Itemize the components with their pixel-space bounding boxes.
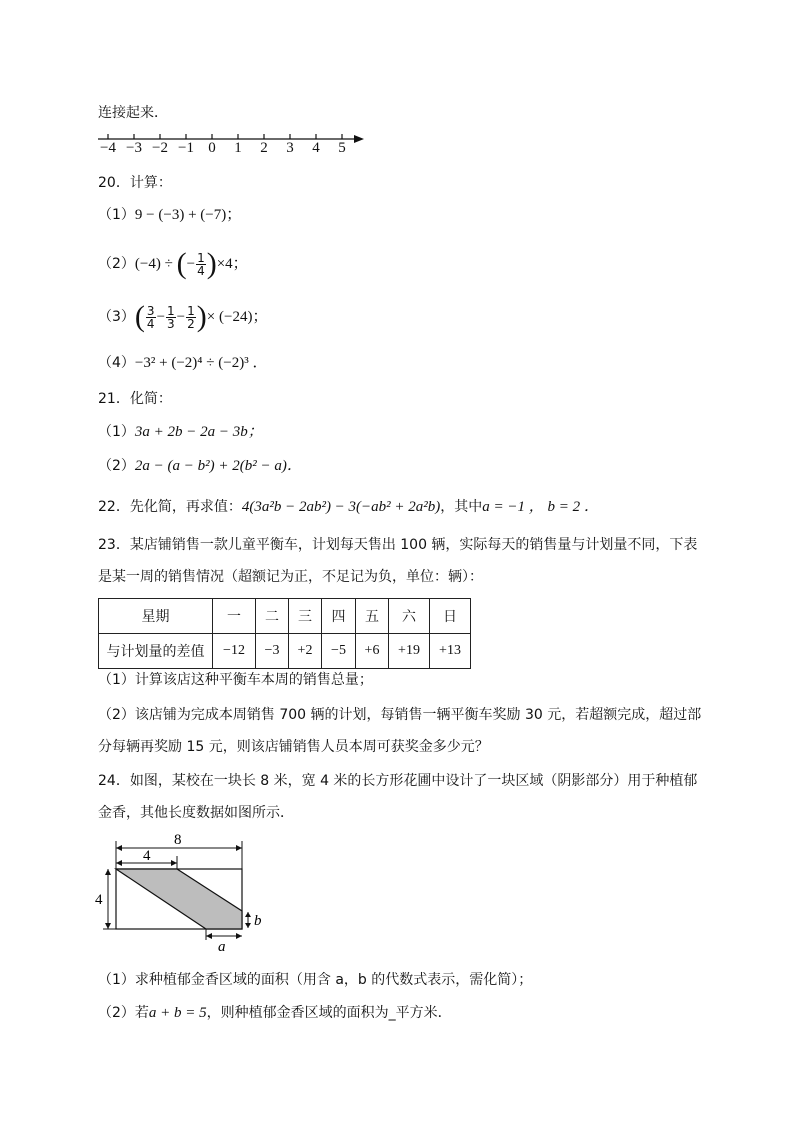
label-8: 8 [174, 832, 182, 848]
q23-sub-2-line-1: （2）该店铺为完成本周销售 700 辆的计划，每销售一辆平衡车奖励 30 元，若超额完成，超过部 [98, 707, 702, 723]
header-cell: 四 [322, 599, 356, 634]
q22-condition: a = −1 ， b = 2 ． [482, 499, 599, 515]
value-cell: +2 [289, 634, 322, 669]
number-line-label: 4 [312, 140, 320, 156]
intro-text: 连接起来． [98, 105, 168, 121]
number-line-label: 0 [208, 140, 216, 156]
fraction: $\frac{3}{4}$ [146, 303, 155, 331]
q20-item-2: （2）(−4) ÷ (− $\frac{1}{4}$ )×4； [98, 247, 248, 280]
item-label: （2） [98, 458, 135, 474]
header-cell: 六 [389, 599, 430, 634]
sub2-pre: （2）若 [98, 1005, 149, 1021]
sales-table [98, 598, 471, 669]
row-label-cell: 与计划量的差值 [99, 634, 213, 669]
item-label: （1） [98, 207, 135, 223]
value-cell: +19 [389, 634, 430, 669]
expression: −3² + (−2)⁴ ÷ (−2)³ ． [134, 355, 268, 371]
label-b: b [254, 913, 262, 929]
fraction: $\frac{1}{2}$ [187, 303, 195, 331]
value-cell: −12 [213, 634, 256, 669]
fraction: $\frac{1}{3}$ [167, 303, 175, 331]
q20-item-1 [98, 206, 241, 224]
number-line-label: −3 [126, 140, 142, 156]
table-header-row [99, 599, 471, 634]
q20-item-4 [98, 354, 267, 372]
q22-mid: ，其中 [440, 499, 483, 515]
q24-line-1: 24．如图，某校在一块长 8 米，宽 4 米的长方形花圃中设计了一块区域（阴影部分）用于种植郁 [98, 773, 698, 789]
header-cell: 日 [430, 599, 471, 634]
q24-sub-1: （1）求种植郁金香区域的面积（用含 a，b 的代数式表示，需化简）； [98, 972, 533, 988]
header-cell: 五 [356, 599, 389, 634]
expression: 3a + 2b − 2a − 3b； [134, 424, 263, 440]
value-cell: +6 [356, 634, 389, 669]
number-line-label: 1 [234, 140, 242, 156]
header-cell: 二 [256, 599, 289, 634]
q23-line-1: 23．某店铺销售一款儿童平衡车，计划每天售出 100 辆，实际每天的销售量与计划量不同，下表 [98, 537, 698, 553]
header-cell: 一 [213, 599, 256, 634]
fraction: $\frac{1}{4}$ [197, 250, 205, 278]
number-line-label: −2 [152, 140, 168, 156]
number-line-label: −4 [100, 140, 116, 156]
sub2-post: ，则种植郁金香区域的面积为_平方米． [206, 1005, 452, 1021]
header-cell: 星期 [99, 599, 213, 634]
number-line-label: 5 [338, 140, 346, 156]
q23-sub-1: （1）计算该店这种平衡车本周的销售总量； [98, 672, 373, 688]
label-a: a [218, 939, 226, 954]
garden-figure [93, 832, 273, 954]
q22-expression: 4(3a²b − 2ab²) − 3(−ab² + 2a²b) [241, 499, 441, 515]
q22-question [98, 498, 599, 516]
q21-item-2 [98, 457, 302, 475]
fraction-sign: − [186, 256, 196, 272]
number-line-label: −1 [178, 140, 194, 156]
number-line-label: 2 [260, 140, 268, 156]
number-line-label: 3 [286, 140, 294, 156]
item-label: （3） [98, 309, 135, 325]
q21-item-1 [98, 423, 263, 441]
sub2-expression: a + b = 5 [148, 1005, 207, 1021]
q24-sub-2 [98, 1004, 452, 1022]
q24-line-2: 金香，其他长度数据如图所示． [98, 805, 294, 821]
expression: 2a − (a − b²) + 2(b² − a)． [134, 458, 302, 474]
expression-pre: (−4) ÷ [134, 256, 177, 272]
table-row [99, 634, 471, 669]
expression-post: × (−24)； [206, 309, 268, 325]
q23-sub-2-line-2: 分每辆再奖励 15 元，则该店铺销售人员本周可获奖金多少元？ [98, 739, 489, 755]
item-label: （1） [98, 424, 135, 440]
q20-title: 20．计算： [98, 175, 172, 191]
item-label: （4） [98, 355, 135, 371]
value-cell: −5 [322, 634, 356, 669]
value-cell: −3 [256, 634, 289, 669]
q22-text: 22．先化简，再求值： [98, 499, 242, 515]
expression: 9 − (−3) + (−7)； [134, 207, 242, 223]
label-4-top: 4 [143, 848, 151, 864]
q21-title: 21．化简： [98, 391, 172, 407]
header-cell: 三 [289, 599, 322, 634]
label-4-left: 4 [95, 892, 103, 908]
q23-line-2: 是某一周的销售情况（超额记为正，不足记为负，单位：辆）： [98, 569, 483, 585]
q20-item-3: （3）( $\frac{3}{4}$ − $\frac{1}{3}$ − $\frac{1}{2}$ )× (−24)； [98, 300, 268, 333]
expression-post: ×4； [216, 256, 248, 272]
value-cell: +13 [430, 634, 471, 669]
item-label: （2） [98, 256, 135, 272]
